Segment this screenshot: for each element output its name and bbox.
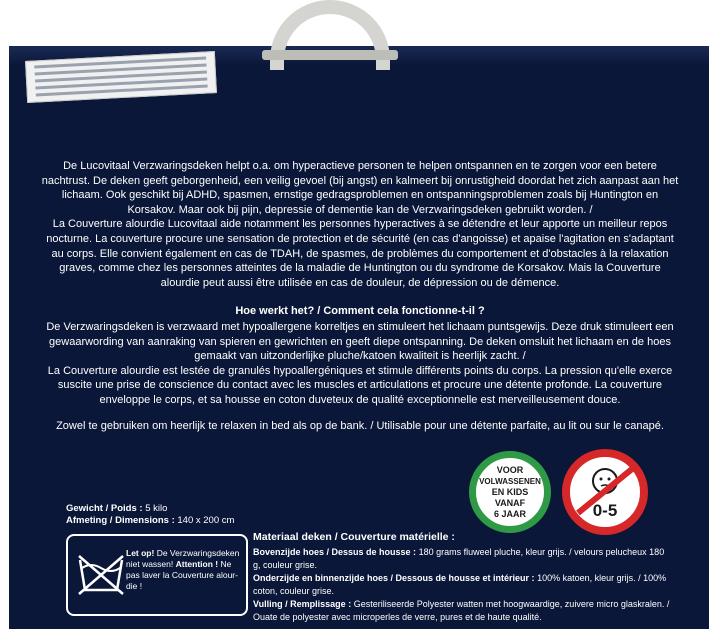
care-instructions: [66, 534, 248, 616]
under-label: Onderzijde en binnenzijde hoes / Dessous de housse et intérieur :: [253, 573, 535, 583]
how-heading: Hoe werkt het? / Comment cela fonctionne-t-il ?: [235, 305, 485, 317]
intro-nl: De Lucovitaal Verzwaringsdeken helpt o.a. om hyperactieve personen te helpen ontspannen en te zorgen voor een betere nachtrust. De deken geeft geborgenheid, een veilig gevoel (bij angst) en kalmeert bij onrustigheid doordat het zich aanpast aan het lichaam. Ook geschikt bij ADHD, spasmen, ernstige gedragsproblemen en ontspanningsproblemen zoals bij Huntington en Korsakov. Maar ook bij pijn, depressie of dementie kan de Verzwaringsdeken gebruikt worden. /: [41, 160, 679, 216]
dims-label: Afmeting / Dimensions :: [66, 515, 175, 526]
weight-label: Gewicht / Poids :: [66, 503, 143, 514]
handle-strap: [262, 50, 398, 60]
fill-text: Gesteriliseerde Polyester watten met hoogwaardige, zuivere micro glaskralen. / Ouate de polyester avec microperles de verre, pures et de haute qualité.: [253, 599, 670, 622]
badge-line-5: 6 JAAR: [493, 509, 526, 519]
dims-spec: [66, 515, 234, 527]
badge-line-2: VOLWASSENEN: [479, 477, 541, 486]
how-nl: De Verzwaringsdeken is verzwaard met hypoallergene korreltjes en stimuleert het lichaam puntsgewijs. Deze druk stimuleert een gewaarwording van aanraking van spieren en gewrichten en geeft diepe ontspanning. De deken omsluit het lichaam en de hoes gemaakt van uitzonderlijke pluche/katoen kwaliteit is heerlijk zacht. /: [46, 321, 674, 363]
fill-label: Vulling / Remplissage :: [253, 599, 352, 609]
do-not-wash-icon: [76, 552, 126, 598]
dims-value: 140 x 200 cm: [177, 515, 235, 526]
weight-spec: [66, 503, 167, 515]
care-text-nl: De Verzwaringsdeken niet wassen!: [126, 548, 240, 569]
material-heading: Materiaal deken / Couverture matérielle :: [253, 531, 455, 543]
badge-line-1: VOOR: [496, 465, 524, 475]
age-warning-label: 0-5: [592, 501, 618, 520]
care-text-fr: Ne pas laver la Couverture alour-die !: [126, 559, 238, 591]
badge-line-3: EN KIDS: [491, 487, 529, 497]
usage-text: Zowel te gebruiken om heerlijk te relaxen in bed als op de bank. / Utilisable pour une détente parfaite, au lit ou sur le canapé.: [56, 420, 664, 432]
material-section: [253, 531, 673, 624]
material-under: [253, 572, 673, 598]
age-warning-badge: [562, 449, 648, 535]
badge-line-4: VANAF: [494, 498, 526, 508]
weight-value: 5 kilo: [145, 503, 168, 514]
cover-text: 180 grams fluweel pluche, kleur grijs. / velours pelucheux 180 g, couleur grise.: [253, 547, 665, 570]
how-text: [40, 320, 680, 408]
how-fr: La Couverture alourdie est lestée de granulés hypoallergéniques et stimule différents points du corps. La pression qu'elle exerce suscite une prise de conscience du contact avec les muscles et articulations et procure une détente profonde. La couverture enveloppe le corps, et sa housse en coton duveteux de qualité exceptionnelle est merveilleusement douce.: [47, 364, 673, 406]
material-fill: [253, 598, 673, 624]
care-title-fr: Attention !: [175, 559, 219, 569]
cover-label: Bovenzijde hoes / Dessus de housse :: [253, 547, 417, 557]
adults-kids-badge: [469, 451, 551, 533]
care-text: [126, 548, 244, 592]
intro-fr: La Couverture alourdie Lucovitaal aide notamment les personnes hyperactives à se détendre et leur apporte un meilleur repos nocturne. La couverture procure une sensation de protection et de sécurité (en cas d'angoisse) et apaise l'agitation en s'adaptant au corps. Elle convient également en cas de TDAH, de spasmes, de problèmes du comportement et d'obstacles à la relaxation graves, comme chez les personnes atteintes de la maladie de Huntington ou du syndrome de Korsakov. Mais la Couverture alourdie peut aussi être utilisée en cas de douleur, de dépression ou de démence.: [46, 218, 674, 289]
intro-text: [40, 159, 680, 290]
care-title-nl: Let op!: [126, 548, 155, 558]
material-cover: [253, 546, 673, 572]
under-text: 100% katoen, kleur grijs. / 100% coton, couleur grise.: [253, 573, 667, 596]
